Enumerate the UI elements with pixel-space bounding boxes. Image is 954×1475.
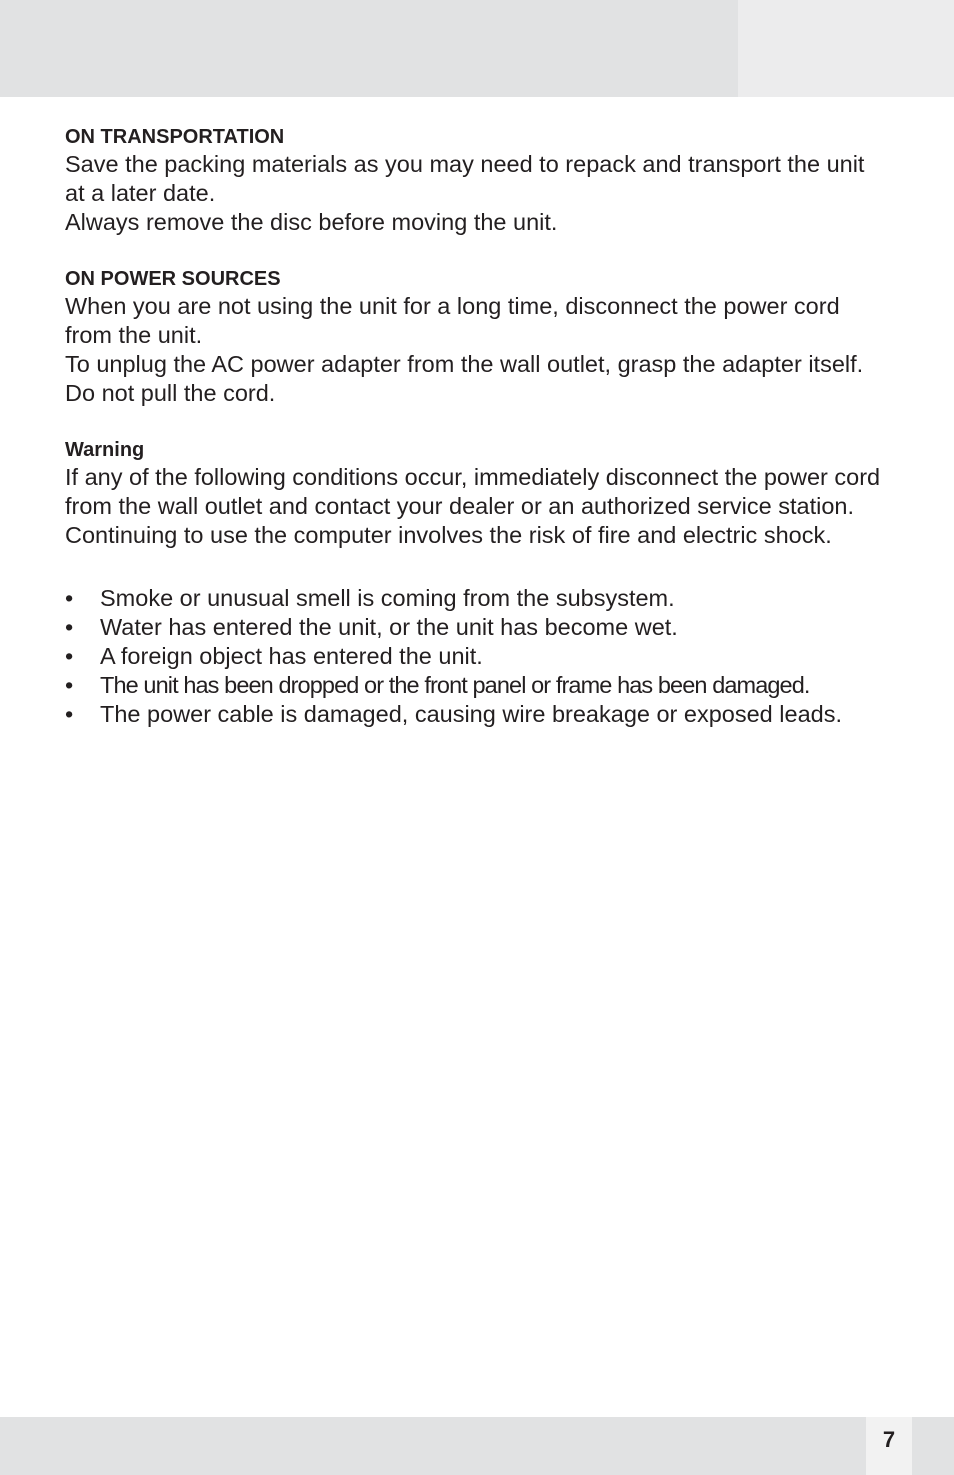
bullet-icon: • <box>65 701 74 727</box>
paragraph: Always remove the disc before moving the unit. <box>65 209 558 235</box>
list-item <box>65 613 885 642</box>
list-item-text: A foreign object has entered the unit. <box>100 643 483 669</box>
bullet-icon: • <box>65 614 74 640</box>
section-power-sources <box>65 266 885 408</box>
list-item-text: Water has entered the unit, or the unit has become wet. <box>100 614 678 640</box>
list-item <box>65 584 885 613</box>
list-item <box>65 642 885 671</box>
paragraph: Save the packing materials as you may need to repack and transport the unit at a later date. <box>65 151 865 206</box>
header-band <box>0 0 738 97</box>
section-heading: ON POWER SOURCES <box>65 268 281 290</box>
footer-band <box>0 1417 954 1475</box>
paragraph: If any of the following conditions occur, immediately disconnect the power cord from the wall outlet and contact your dealer or an authorized service station. Continuing to use the computer involves the risk of fire and electric shock. <box>65 464 881 548</box>
list-item-text: Smoke or unusual smell is coming from the subsystem. <box>100 585 675 611</box>
page-number: 7 <box>866 1417 912 1475</box>
warning-conditions-list <box>65 584 885 729</box>
section-heading: ON TRANSPORTATION <box>65 126 285 148</box>
list-item <box>65 671 885 700</box>
bullet-icon: • <box>65 585 74 611</box>
list-item <box>65 700 885 729</box>
list-item-text: The power cable is damaged, causing wire breakage or exposed leads. <box>100 701 842 727</box>
page-content <box>65 124 885 729</box>
paragraph: To unplug the AC power adapter from the wall outlet, grasp the adapter itself. Do not pull the cord. <box>65 351 864 406</box>
bullet-icon: • <box>65 643 74 669</box>
section-warning <box>65 437 885 729</box>
paragraph: When you are not using the unit for a long time, disconnect the power cord from the unit. <box>65 293 840 348</box>
list-item-text: The unit has been dropped or the front panel or frame has been damaged. <box>100 672 810 698</box>
bullet-icon: • <box>65 672 73 698</box>
header-band-accent <box>738 0 954 97</box>
section-transportation <box>65 124 885 237</box>
section-heading: Warning <box>65 439 145 461</box>
